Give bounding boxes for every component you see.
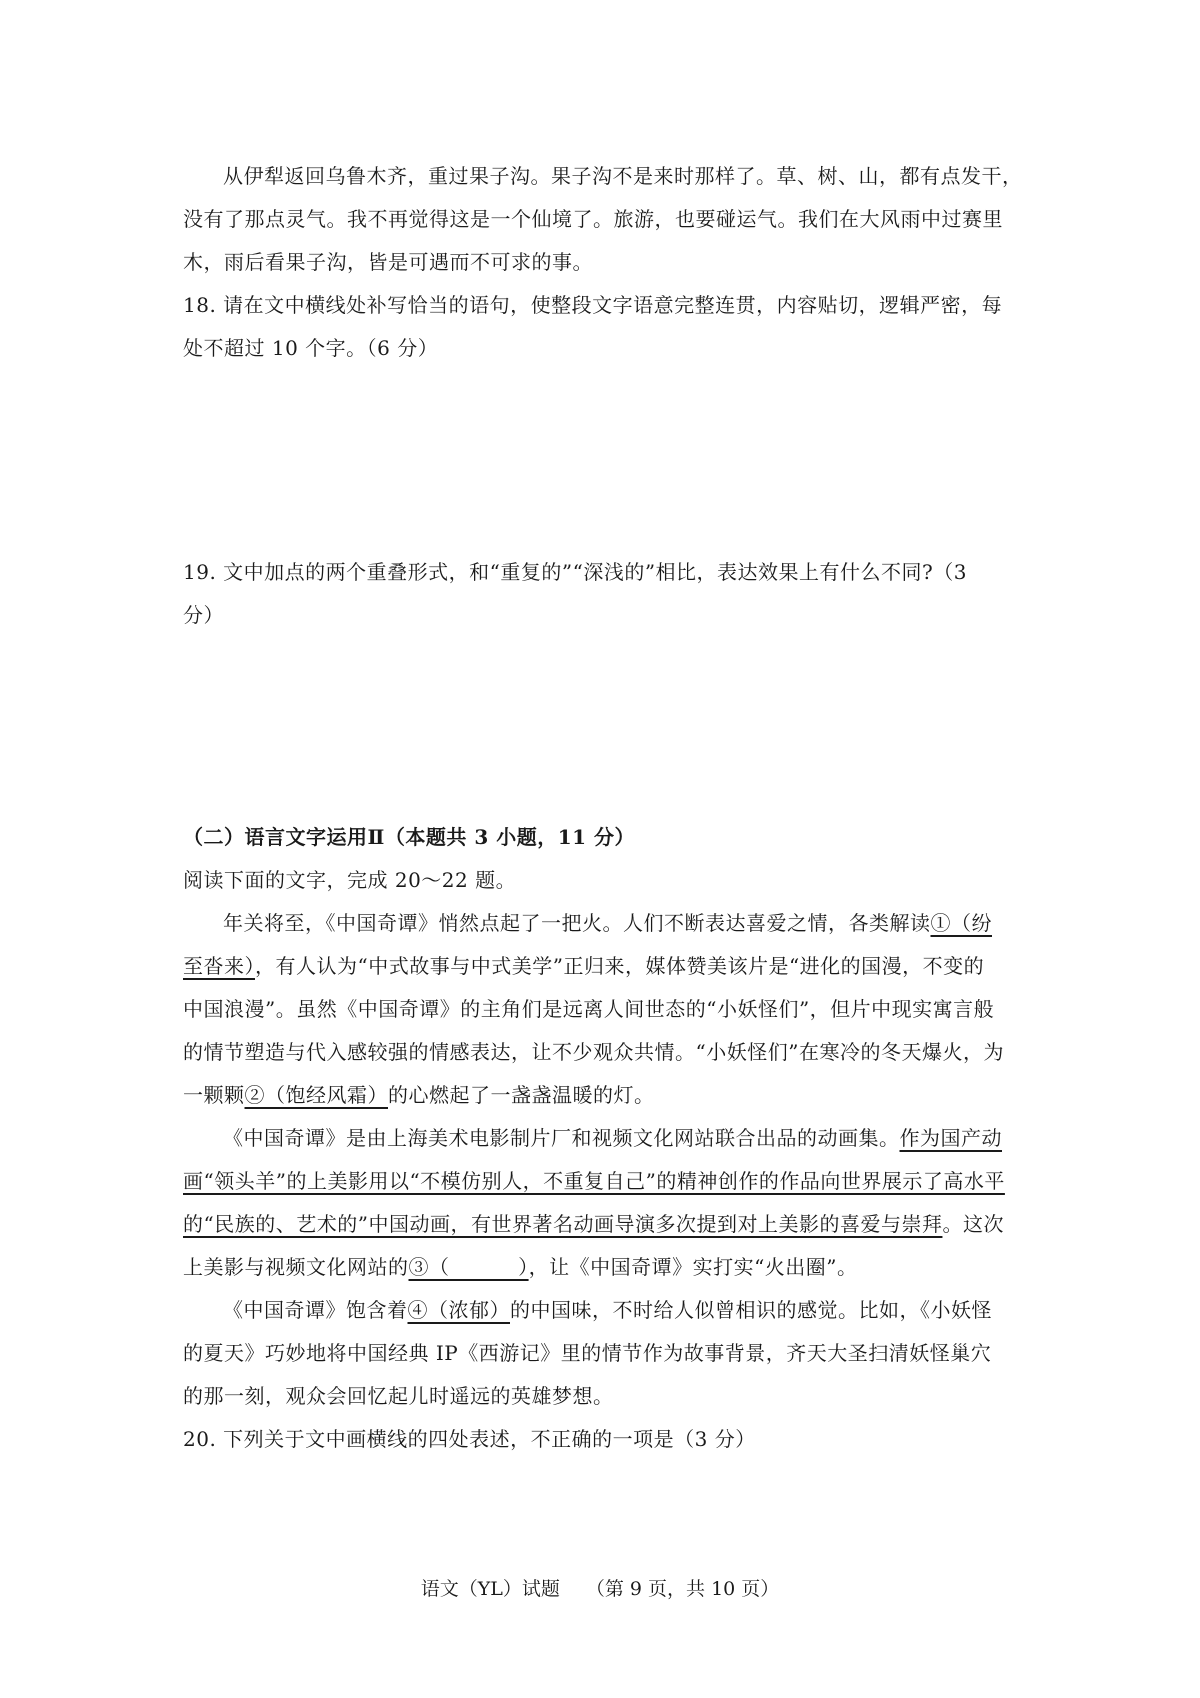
blank-3: ③（ ） (408, 1255, 529, 1279)
paragraph-1-line (183, 1080, 655, 1110)
section-heading: （二）语言文字运用Ⅱ（本题共 3 小题，11 分） (183, 825, 635, 849)
paragraph-2-line (183, 1209, 1004, 1239)
question-19-cont: 分） (183, 603, 224, 627)
passage-line: 木，雨后看果子沟，皆是可遇而不可求的事。 (183, 250, 593, 274)
underlined-sentence-cont: 的“民族的、艺术的”中国动画，有世界著名动画导演多次提到对上美影的喜爱与崇拜 (183, 1212, 943, 1236)
question-18: 18. 请在文中横线处补写恰当的语句，使整段文字语意完整连贯，内容贴切，逻辑严密，每 (183, 293, 1003, 317)
footer-subject: 语文（YL）试题 (420, 1578, 560, 1600)
underlined-sentence: 作为国产动 (899, 1126, 1002, 1150)
text: ，有人认为“中式故事与中式美学”正归来，媒体赞美该片是“进化的国漫，不变的 (255, 954, 985, 978)
paragraph-3-line (223, 1295, 992, 1325)
passage-line: 从伊犁返回乌鲁木齐，重过果子沟。果子沟不是来时那样了。草、树、山，都有点发干， (223, 164, 1023, 188)
underlined-phrase-1-cont: 至沓来） (183, 954, 255, 978)
passage-line: 没有了那点灵气。我不再觉得这是一个仙境了。旅游，也要碰运气。我们在大风雨中过赛里 (183, 207, 1003, 231)
underlined-phrase-2: ②（饱经风霜） (244, 1083, 388, 1107)
paragraph-3-line: 的夏天》巧妙地将中国经典 IP《西游记》里的情节作为故事背景，齐天大圣扫清妖怪巢穴 (183, 1341, 992, 1365)
paragraph-2-line (223, 1123, 1002, 1153)
text: 的心燃起了一盏盏温暖的灯。 (388, 1083, 655, 1107)
underlined-sentence-cont: 画“领头羊”的上美影用以“不模仿别人，不重复自己”的精神创作的作品向世界展示了高水平 (183, 1169, 1005, 1193)
paragraph-1-line (183, 951, 984, 981)
paragraph-3-line: 的那一刻，观众会回忆起儿时遥远的英雄梦想。 (183, 1384, 614, 1408)
text: 《中国奇谭》是由上海美术电影制片厂和视频文化网站联合出品的动画集。 (223, 1126, 900, 1150)
underlined-phrase-4: ④（浓郁） (407, 1298, 510, 1322)
text: ，让《中国奇谭》实打实“火出圈”。 (528, 1255, 858, 1279)
text: 上美影与视频文化网站的 (183, 1255, 409, 1279)
page-footer (0, 1575, 1200, 1603)
text: 的中国味，不时给人似曾相识的感觉。比如，《小妖怪 (510, 1298, 992, 1322)
text: 年关将至，《中国奇谭》悄然点起了一把火。人们不断表达喜爱之情，各类解读 (223, 911, 931, 935)
question-19: 19. 文中加点的两个重叠形式，和“重复的”“深浅的”相比，表达效果上有什么不同?（3 (183, 560, 968, 584)
question-18-cont: 处不超过 10 个字。（6 分） (183, 336, 439, 360)
paragraph-1-line: 中国浪漫”。虽然《中国奇谭》的主角们是远离人间世态的“小妖怪们”，但片中现实寓言般 (183, 997, 995, 1021)
text: 一颗颗 (183, 1083, 245, 1107)
paragraph-1-line (223, 908, 992, 938)
section-instruction: 阅读下面的文字，完成 20～22 题。 (183, 868, 517, 892)
paragraph-2-line (183, 1166, 1005, 1196)
footer-page-number: （第 9 页，共 10 页） (585, 1578, 780, 1600)
question-20: 20. 下列关于文中画横线的四处表述，不正确的一项是（3 分） (183, 1427, 756, 1451)
paragraph-1-line: 的情节塑造与代入感较强的情感表达，让不少观众共情。“小妖怪们”在寒冷的冬天爆火，为 (183, 1040, 1004, 1064)
paragraph-2-line (183, 1252, 858, 1282)
underlined-phrase-1: ①（纷 (930, 911, 992, 935)
text: 《中国奇谭》饱含着 (223, 1298, 408, 1322)
text: 。这次 (942, 1212, 1004, 1236)
